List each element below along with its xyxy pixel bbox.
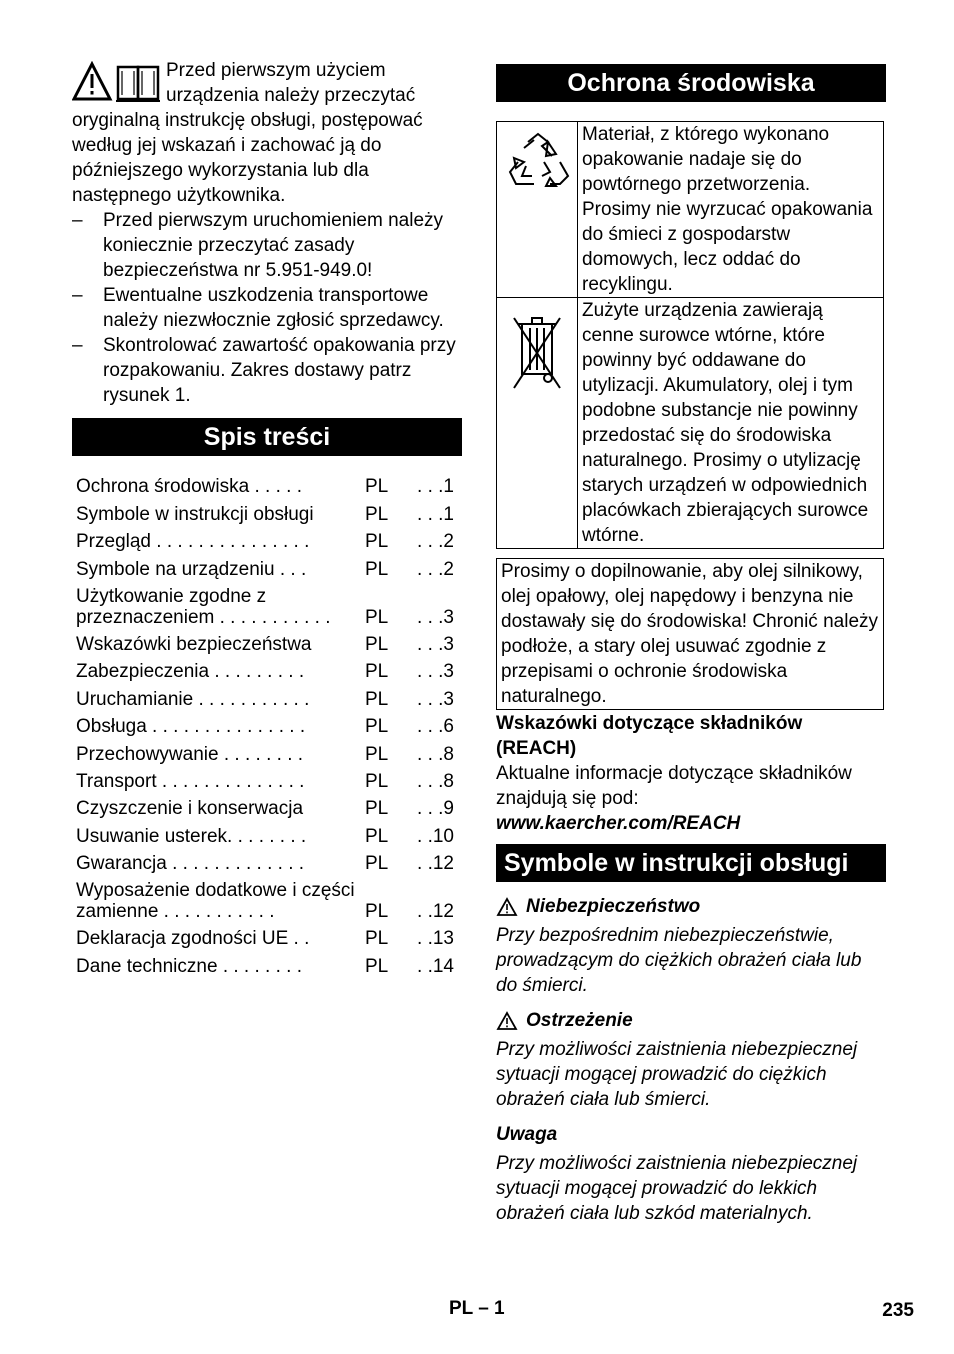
toc-lang: PL — [365, 606, 389, 628]
toc-title: Wyposażenie dodatkowe i części zamienne . . . . . . . . . . . — [76, 880, 355, 923]
warning-triangle-icon — [496, 1011, 518, 1031]
toc-page: . .10 — [417, 825, 454, 847]
toc-entry[interactable] — [72, 713, 462, 740]
danger-text: Przy bezpośrednim niebezpieczeństwie, prowadzącym do ciężkich obrażeń ciała lub do śmierci. — [496, 925, 862, 996]
toc-page: . . .3 — [417, 661, 454, 683]
right-column — [496, 64, 886, 1226]
toc-entry[interactable] — [72, 555, 462, 582]
footer-lang-page: PL – 1 — [449, 1298, 505, 1319]
bin-text: Zużyte urządzenia zawierają cenne surowce wtórne, które powinny być oddawane do utylizacji. Akumulatory, olej i tym podobne substancje nie powinny przedostać się do środowiska naturalnego. Prosimy o utylizację starych urządzeń w odpowiednich placówkach zbierających surowce wtórne. — [578, 298, 884, 549]
toc-entry[interactable] — [72, 685, 462, 712]
warning-triangle-icon — [496, 897, 518, 917]
toc-page: . . .2 — [417, 531, 454, 553]
toc-entry[interactable] — [72, 583, 462, 631]
toc-page: . .13 — [417, 928, 454, 950]
caution-text: Przy możliwości zaistnienia niebezpiecznej sytuacji mogącej prowadzić do lekkich obrażeń ciała lub szkód materialnych. — [496, 1153, 858, 1224]
toc-page: . . .3 — [417, 606, 454, 628]
caution-label: Uwaga — [496, 1124, 558, 1145]
list-item: – Ewentualne uszkodzenia transportowe należy niezwłocznie zgłosić sprzedawcy. — [72, 285, 444, 331]
toc-entry[interactable] — [72, 740, 462, 767]
environment-heading: Ochrona środowiska — [496, 64, 886, 102]
reach-url[interactable]: www.kaercher.com/REACH — [496, 813, 741, 834]
toc-title: Symbole na urządzeniu . . . — [76, 558, 307, 580]
environment-table — [496, 121, 884, 549]
intro-list — [72, 208, 462, 408]
bin-icon-cell — [497, 298, 578, 549]
toc-entry[interactable] — [72, 658, 462, 685]
toc-lang: PL — [365, 716, 389, 738]
toc-title: Symbole w instrukcji obsługi — [76, 503, 314, 525]
toc-page: . .12 — [417, 853, 454, 875]
toc-title: Czyszczenie i konserwacja — [76, 798, 304, 820]
toc-page: . . .3 — [417, 688, 454, 710]
list-item: – Przed pierwszym uruchomieniem należy koniecznie przeczytać zasady bezpieczeństwa nr 5.951-949.0! — [72, 210, 444, 281]
toc-page: . . .1 — [417, 503, 454, 525]
list-item: – Skontrolować zawartość opakowania przy rozpakowaniu. Zakres dostawy patrz rysunek 1. — [72, 335, 456, 406]
toc-title: Dane techniczne . . . . . . . . — [76, 955, 302, 977]
toc-entry[interactable] — [72, 822, 462, 849]
oil-note: Prosimy o dopilnowanie, aby olej silnikowy, olej opałowy, olej napędowy i benzyna nie dostawały się do środowiska! Chronić należy podłoże, a stary olej usuwać zgodnie z przepisami o ochronie środowiska naturalnego. — [496, 558, 884, 710]
toc-entry[interactable] — [72, 631, 462, 658]
toc-page: . . .9 — [417, 798, 454, 820]
intro-icons — [72, 61, 160, 105]
danger-label: Niebezpieczeństwo — [496, 894, 886, 919]
toc-lang: PL — [365, 743, 389, 765]
toc-page: . . .2 — [417, 558, 454, 580]
toc-entry[interactable] — [72, 877, 462, 925]
toc-lang: PL — [365, 928, 389, 950]
toc-title: Usuwanie usterek. . . . . . . . — [76, 825, 307, 847]
toc-entry[interactable] — [72, 473, 462, 500]
toc-page: . .12 — [417, 901, 454, 923]
toc-lang: PL — [365, 688, 389, 710]
warning-label: Ostrzeżenie — [496, 1008, 886, 1033]
left-column — [72, 58, 462, 980]
toc-entry[interactable] — [72, 528, 462, 555]
toc-entry[interactable] — [72, 952, 462, 979]
symbols-heading: Symbole w instrukcji obsługi — [496, 844, 886, 882]
warning-and-manual-icon — [72, 61, 160, 105]
toc-page: . . .1 — [417, 476, 454, 498]
toc-title: Transport . . . . . . . . . . . . . . — [76, 770, 305, 792]
toc-title: Ochrona środowiska . . . . . — [76, 476, 302, 498]
toc-lang: PL — [365, 955, 389, 977]
recycle-icon — [498, 122, 576, 222]
toc-lang: PL — [365, 661, 389, 683]
page-number: 235 — [882, 1300, 914, 1321]
toc-title: Obsługa . . . . . . . . . . . . . . . — [76, 716, 306, 738]
table-row — [497, 122, 884, 298]
toc-lang: PL — [365, 901, 389, 923]
recycle-icon-cell — [497, 122, 578, 298]
toc-title: Zabezpieczenia . . . . . . . . . — [76, 661, 305, 683]
crossed-bin-icon — [498, 298, 576, 398]
toc-heading: Spis treści — [72, 418, 462, 456]
table-of-contents — [72, 473, 462, 980]
toc-page: . . .3 — [417, 633, 454, 655]
toc-lang: PL — [365, 798, 389, 820]
toc-lang: PL — [365, 558, 389, 580]
reach-text: Aktualne informacje dotyczące składników znajdują się pod: — [496, 763, 852, 809]
toc-lang: PL — [365, 770, 389, 792]
toc-entry[interactable] — [72, 925, 462, 952]
toc-entry[interactable] — [72, 850, 462, 877]
intro-text: Przed pierwszym użyciem urządzenia należy przeczytać oryginalną instrukcję obsługi, postępować według jej wskazań i zachować ją do późniejszego wykorzystania lub dla następnego użytkownika. — [72, 60, 423, 206]
toc-title: Gwarancja . . . . . . . . . . . . . — [76, 853, 305, 875]
toc-lang: PL — [365, 825, 389, 847]
toc-page: . . .8 — [417, 770, 454, 792]
toc-title: Przegląd . . . . . . . . . . . . . . . — [76, 531, 310, 553]
toc-title: Użytkowanie zgodne z przeznaczeniem . . . . . . . . . . . — [76, 585, 331, 628]
toc-title: Deklaracja zgodności UE . . — [76, 928, 310, 950]
toc-page: . . .8 — [417, 743, 454, 765]
toc-lang: PL — [365, 476, 389, 498]
toc-lang: PL — [365, 503, 389, 525]
toc-entry[interactable] — [72, 768, 462, 795]
toc-page: . . .6 — [417, 716, 454, 738]
toc-lang: PL — [365, 633, 389, 655]
intro-section — [72, 58, 462, 408]
recycle-text: Materiał, z którego wykonano opakowanie nadaje się do powtórnego przetworzenia. Prosimy nie wyrzucać opakowania do śmieci z gospodarstw domowych, lecz oddać do recyklingu. — [578, 122, 884, 298]
toc-title: Przechowywanie . . . . . . . . — [76, 743, 304, 765]
warning-text: Przy możliwości zaistnienia niebezpiecznej sytuacji mogącej prowadzić do ciężkich obrażeń ciała lub śmierci. — [496, 1039, 858, 1110]
toc-entry[interactable] — [72, 500, 462, 527]
reach-heading: Wskazówki dotyczące składników (REACH) — [496, 713, 803, 759]
toc-title: Uruchamianie . . . . . . . . . . . — [76, 688, 310, 710]
table-row — [497, 298, 884, 549]
toc-lang: PL — [365, 853, 389, 875]
toc-lang: PL — [365, 531, 389, 553]
toc-page: . .14 — [417, 955, 454, 977]
toc-entry[interactable] — [72, 795, 462, 822]
toc-title: Wskazówki bezpieczeństwa — [76, 633, 312, 655]
